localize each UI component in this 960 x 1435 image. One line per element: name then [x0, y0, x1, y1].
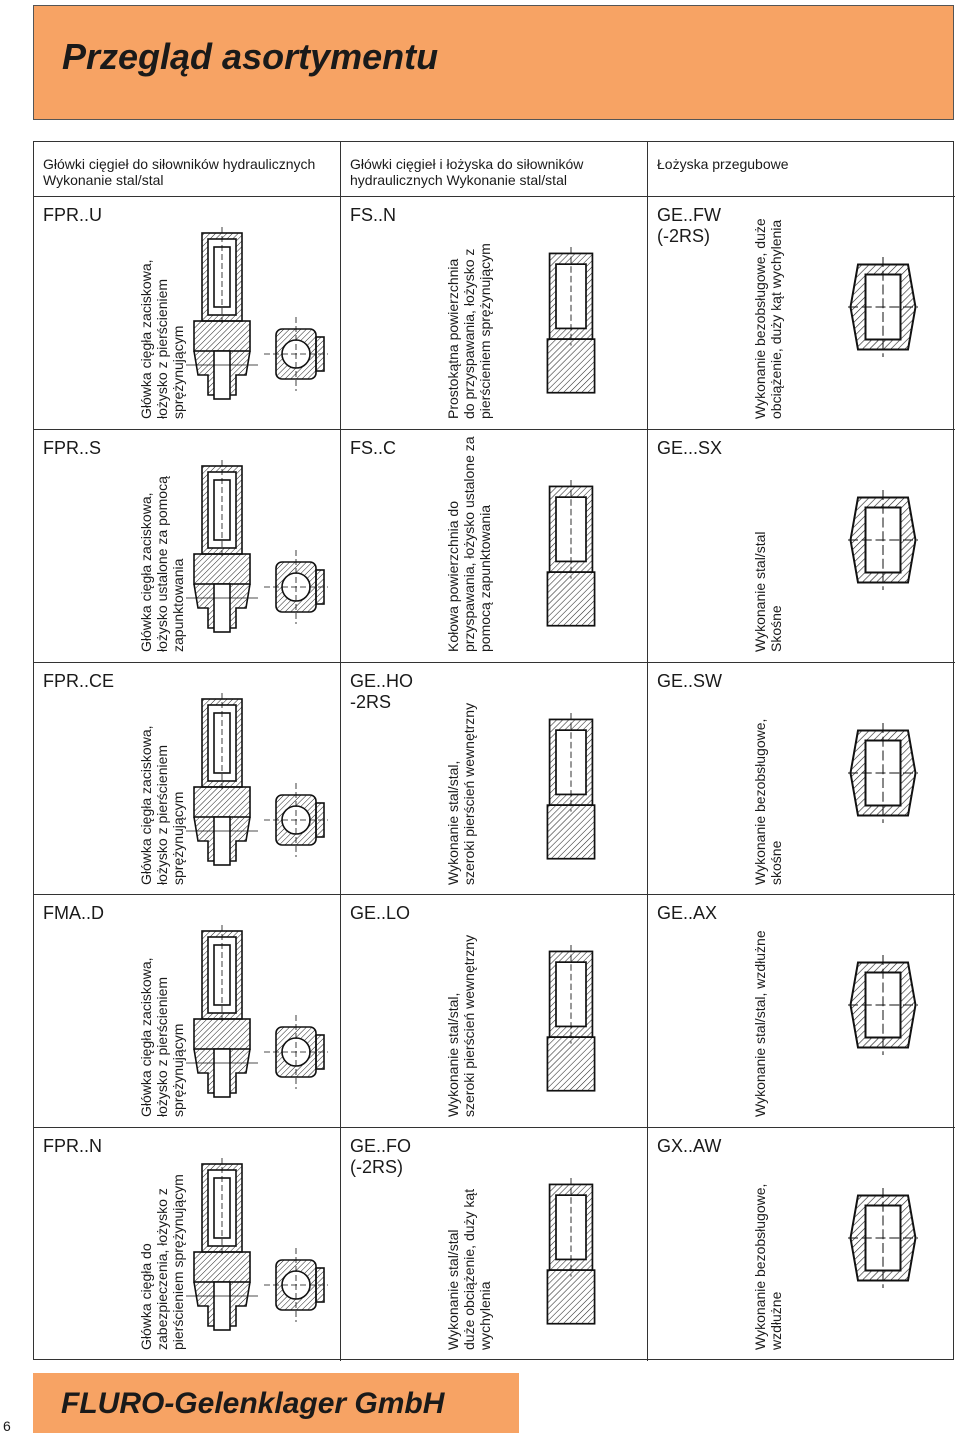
product-description-line: łożysko z pierścieniem — [154, 278, 170, 419]
product-cell — [341, 1128, 648, 1361]
product-description-line: zapunktowania — [170, 558, 186, 652]
product-description-line: Wykonanie stal/stal, wzdłużne — [752, 930, 768, 1118]
product-description — [138, 958, 186, 1118]
product-description-line: Wykonanie stal/stal, — [445, 760, 461, 885]
product-description-line: pierścieniem sprężynującym — [477, 243, 493, 419]
technical-drawing — [184, 458, 334, 638]
product-description-line: szeroki pierścień wewnętrzny — [461, 935, 477, 1118]
column-heading — [34, 142, 341, 197]
column-heading-line: Wykonanie stal/stal — [43, 172, 164, 188]
technical-drawing — [536, 480, 606, 630]
product-description-line: sprężynującym — [170, 791, 186, 885]
product-code-line: -2RS — [350, 691, 392, 712]
product-code-line: FPR..U — [43, 205, 103, 225]
product-code — [350, 205, 396, 226]
product-description-line: Główka cięgła do — [138, 1243, 154, 1351]
product-code — [657, 903, 717, 924]
product-description-line: Główka cięgła zaciskowa, — [138, 259, 154, 419]
technical-drawing — [536, 247, 606, 397]
technical-drawing — [184, 923, 334, 1103]
product-description-line: Wykonanie bezobsługowe, duże — [752, 218, 768, 419]
product-description — [752, 1184, 784, 1350]
product-cell — [341, 895, 648, 1128]
product-code-line: GX..AW — [657, 1136, 722, 1157]
product-description-line: Wykonanie bezobsługowe, — [752, 718, 768, 885]
product-description — [445, 935, 477, 1117]
product-code-line: FS..N — [350, 205, 397, 225]
product-cell — [648, 895, 955, 1128]
product-description — [752, 218, 784, 419]
company-name: FLURO-Gelenklager GmbH — [61, 1387, 445, 1420]
product-description-line: Prostokątna powierzchnia — [445, 258, 461, 419]
product-description-line: Główka cięgła zaciskowa, — [138, 725, 154, 885]
product-description — [138, 725, 186, 885]
column-heading-line: Główki cięgieł do siłowników hydraulicznych — [43, 156, 316, 172]
product-description-line: wychylenia — [477, 1281, 493, 1351]
product-code — [657, 1136, 721, 1157]
product-code — [657, 438, 722, 459]
column-heading-line: Główki cięgieł i łożyska do siłowników — [350, 156, 584, 172]
product-code-line: GE..FO — [350, 1136, 412, 1157]
product-overview-table — [33, 141, 954, 1360]
product-cell — [341, 430, 648, 663]
product-description-line: obciążenie, duży kąt wychylenia — [768, 219, 784, 419]
product-description-line: pierścieniem sprężynującym — [170, 1174, 186, 1351]
product-code — [350, 903, 410, 924]
product-code-line: GE..FW — [657, 205, 721, 225]
product-description-line: przyspawania, łożysko ustalone za — [461, 436, 477, 652]
product-description-line: duże obciążenie, duży kąt — [461, 1189, 477, 1351]
product-description-line: Kołowa powierzchnia do — [445, 500, 461, 652]
product-description-line: zabezpieczenia, łożysko z — [154, 1188, 170, 1351]
product-description-line: Skośne — [768, 605, 784, 652]
product-description-line: Wykonanie stal/stal — [752, 531, 768, 652]
product-code — [43, 903, 104, 924]
technical-drawing — [848, 723, 918, 823]
product-code-line: GE..SW — [657, 670, 723, 691]
product-cell — [341, 197, 648, 430]
product-description-line: łożysko z pierścieniem — [154, 744, 170, 885]
product-description — [445, 243, 493, 419]
technical-drawing — [848, 955, 918, 1055]
product-cell — [341, 663, 648, 896]
product-code-line: GE..LO — [350, 903, 411, 924]
product-cell — [34, 430, 341, 663]
product-description-line: łożysko ustalone za pomocą — [154, 475, 170, 652]
product-description-line: Główka cięgła zaciskowa, — [138, 957, 154, 1118]
product-description-line: Główka cięgła zaciskowa, — [138, 492, 154, 652]
product-description-line: do przyspawania, łożysko z — [461, 248, 477, 419]
technical-drawing — [184, 225, 334, 405]
product-code — [43, 438, 101, 459]
product-description — [138, 259, 186, 419]
product-description-line: wzdłużne — [768, 1291, 784, 1351]
product-code-line: (-2RS) — [657, 226, 710, 246]
product-description-line: skośne — [768, 840, 784, 885]
column-heading — [341, 142, 648, 197]
product-cell — [34, 197, 341, 430]
product-code — [43, 1136, 102, 1157]
product-cell — [34, 663, 341, 896]
product-description-line: Wykonanie stal/stal — [445, 1229, 461, 1351]
technical-drawing — [848, 490, 918, 590]
product-description — [752, 718, 784, 884]
technical-drawing — [536, 713, 606, 863]
product-description-line: szeroki pierścień wewnętrzny — [461, 702, 477, 885]
technical-drawing — [848, 1188, 918, 1288]
product-cell — [648, 663, 955, 896]
page-number: 6 — [3, 1418, 11, 1434]
product-code — [657, 205, 721, 247]
product-cell — [648, 430, 955, 663]
product-cell — [34, 895, 341, 1128]
technical-drawing — [184, 1156, 334, 1336]
product-code-line: GE..HO — [350, 670, 414, 691]
product-description — [752, 531, 784, 651]
product-code-line: GE...SX — [657, 437, 723, 458]
product-code-line: FPR..S — [43, 437, 102, 458]
technical-drawing — [536, 945, 606, 1095]
product-code — [350, 438, 396, 459]
technical-drawing — [848, 257, 918, 357]
product-description-line: Wykonanie stal/stal, — [445, 993, 461, 1118]
product-cell — [648, 1128, 955, 1361]
technical-drawing — [184, 691, 334, 871]
column-heading-line: hydraulicznych Wykonanie stal/stal — [350, 172, 567, 188]
product-cell — [34, 1128, 341, 1361]
product-code — [350, 671, 413, 713]
product-cell — [648, 197, 955, 430]
product-description-line: łożysko z pierścieniem — [154, 977, 170, 1118]
product-code-line: GE..AX — [657, 903, 718, 924]
product-code — [350, 1136, 411, 1178]
product-description — [445, 436, 493, 652]
product-description-line: sprężynującym — [170, 325, 186, 419]
product-code-line: FPR..N — [43, 1136, 103, 1157]
product-code-line: FS..C — [350, 437, 397, 458]
page-title: Przegląd asortymentu — [62, 36, 439, 77]
product-code-line: (-2RS) — [350, 1157, 403, 1178]
product-code — [43, 205, 102, 226]
title-banner — [33, 5, 954, 120]
product-description — [138, 1174, 186, 1350]
product-description-line: pomocą zapunktowania — [477, 504, 493, 652]
product-description-line: Wykonanie bezobsługowe, — [752, 1183, 768, 1351]
product-description — [752, 931, 768, 1118]
column-heading-line: Łożyska przegubowe — [657, 156, 789, 172]
product-code — [43, 671, 114, 692]
product-code-line: FPR..CE — [43, 670, 115, 691]
technical-drawing — [536, 1178, 606, 1328]
product-code-line: FMA..D — [43, 903, 104, 924]
column-heading — [648, 142, 955, 197]
product-description-line: sprężynującym — [170, 1024, 186, 1118]
product-code — [657, 671, 722, 692]
footer-banner — [33, 1373, 519, 1433]
product-description — [138, 476, 186, 652]
product-description — [445, 703, 477, 885]
product-description — [445, 1189, 493, 1350]
